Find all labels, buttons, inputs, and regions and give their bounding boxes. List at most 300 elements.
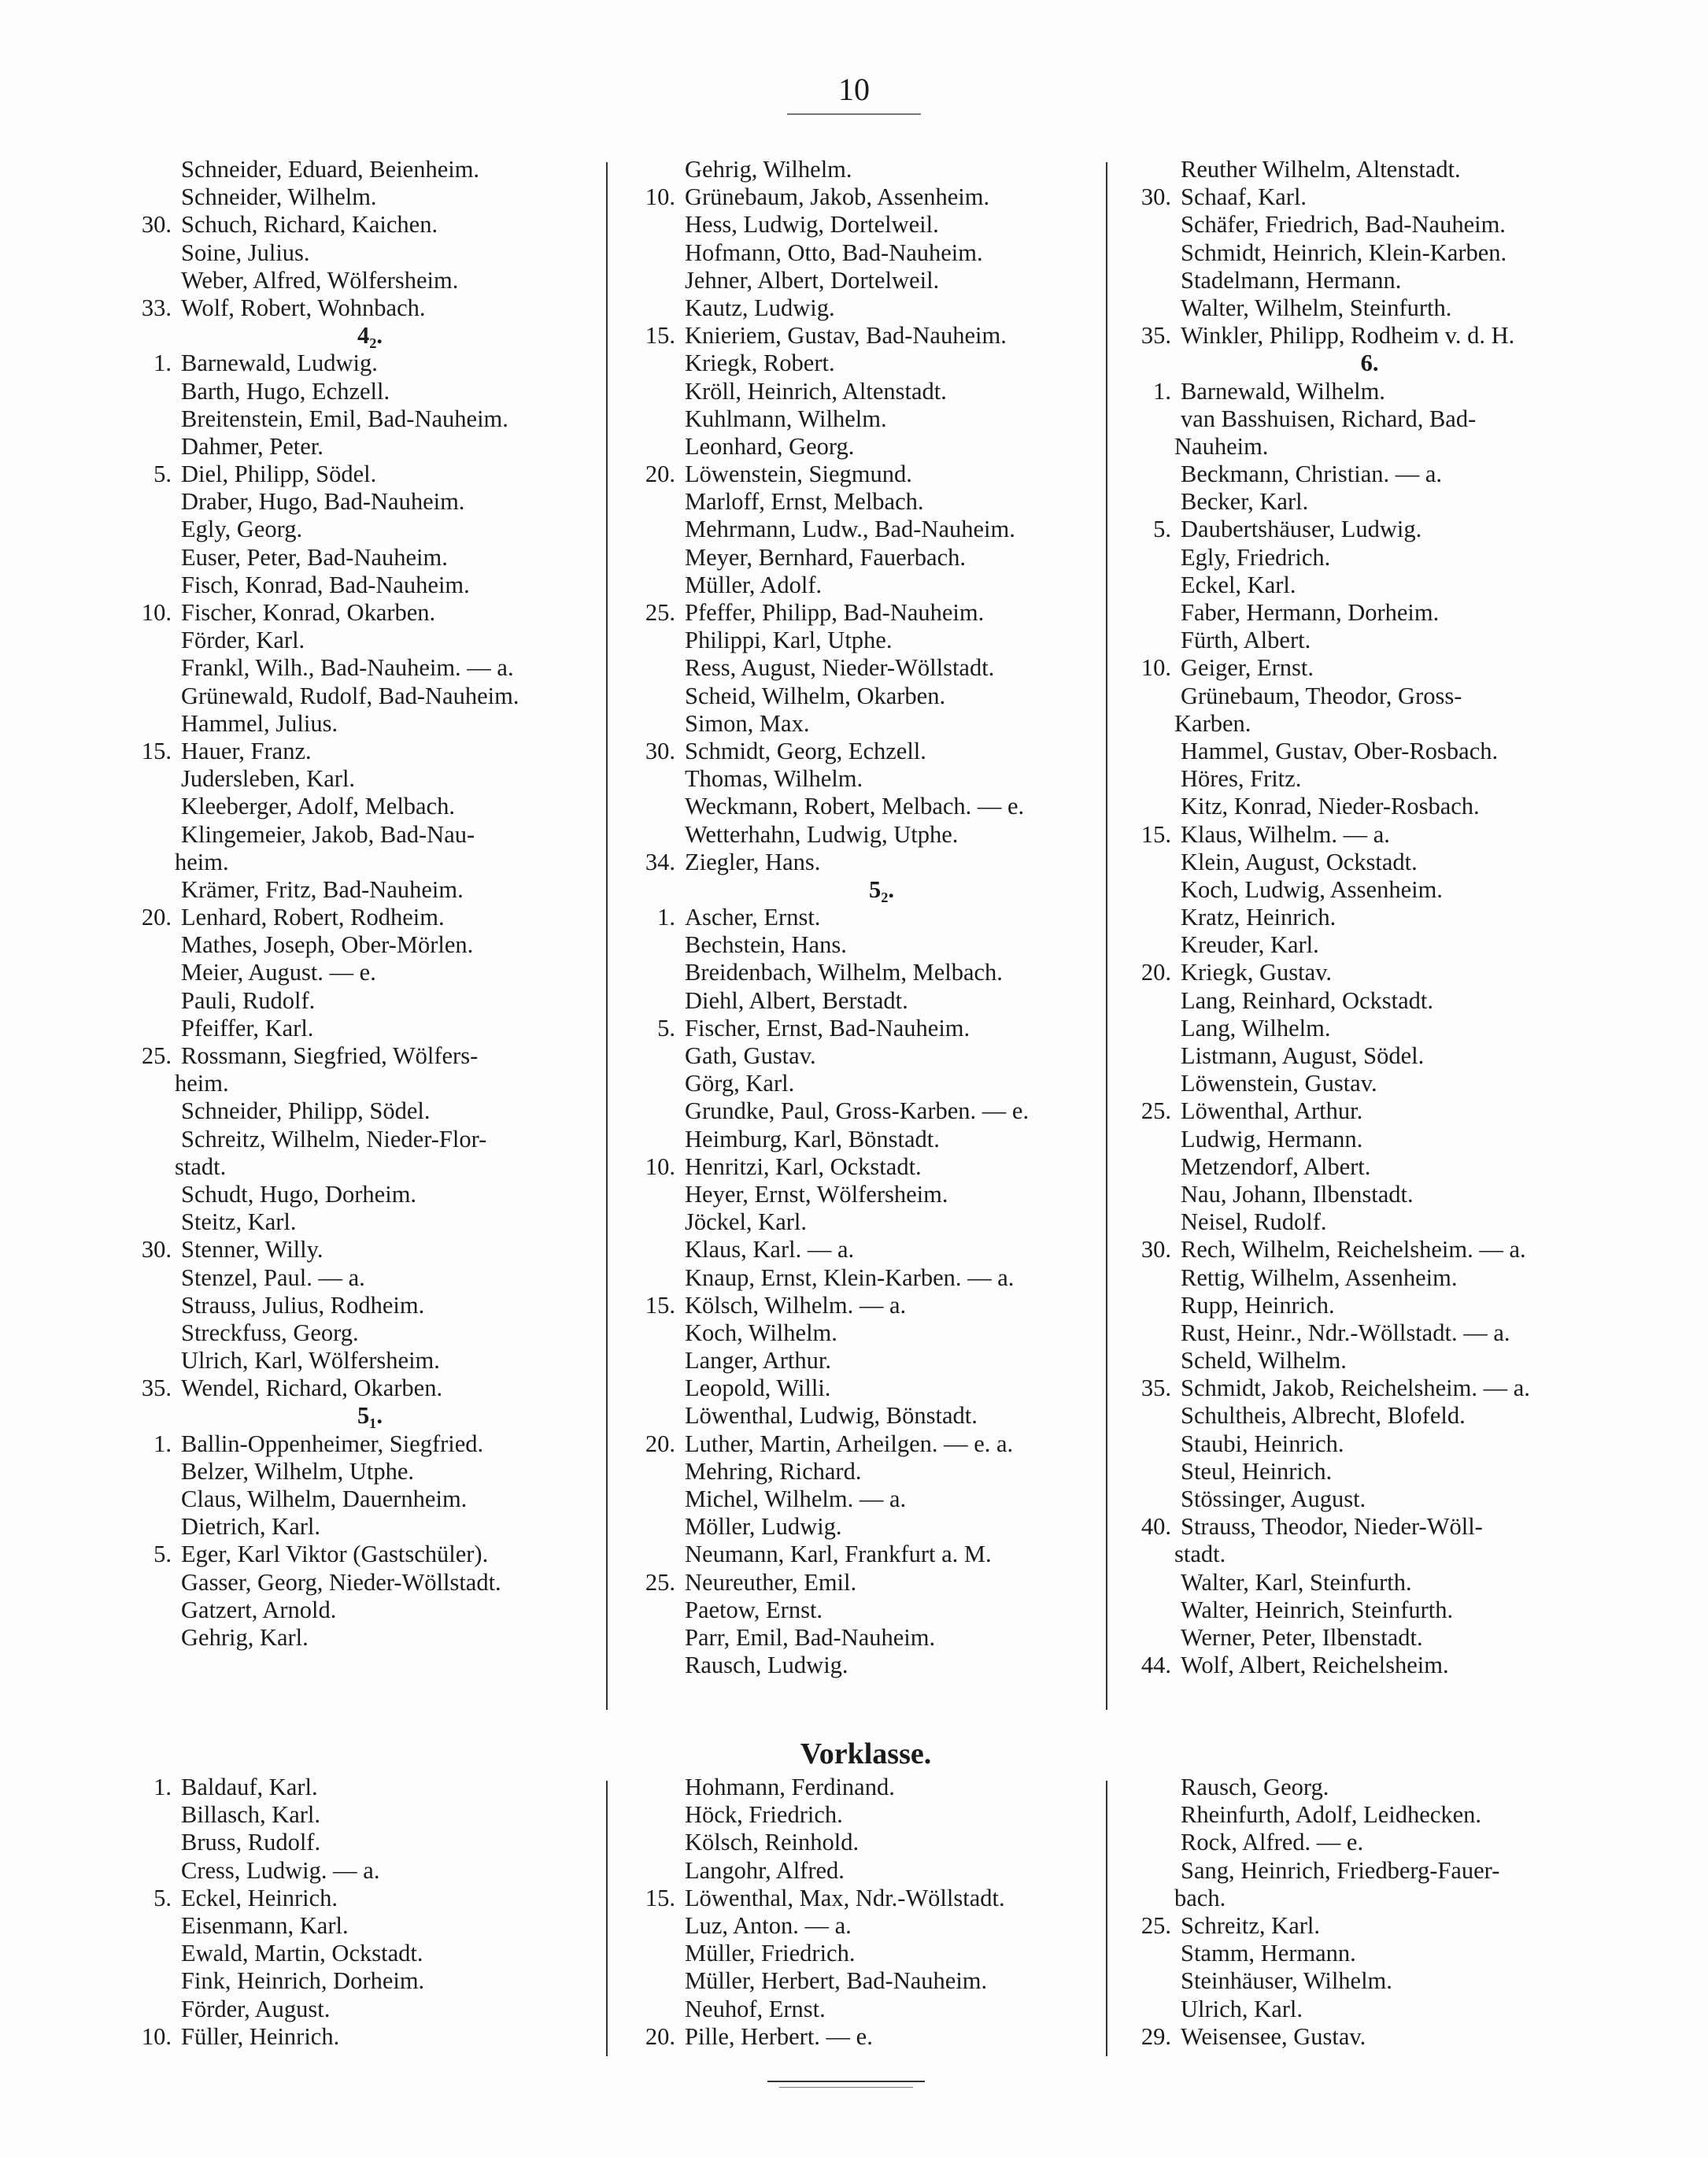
entry-text: stadt. [1174,1541,1226,1568]
entry-text: Pauli, Rudolf. [181,986,316,1014]
entry-number [622,1319,685,1347]
entry-text: Simon, Max. [685,709,810,737]
entry-number [1118,1319,1181,1347]
entry-number: 20. [645,461,675,488]
class-heading: 5₁. [357,1402,383,1430]
list-item [622,1912,1110,1940]
entry-text: Schmidt, Georg, Echzell. [685,737,926,764]
entry-text: Stadelmann, Hermann. [1181,266,1402,294]
list-item [1118,738,1590,765]
entry-number [1118,1126,1181,1153]
entry-number [118,1801,181,1829]
entry-number: 20. [1141,959,1171,986]
entry-text: Ballin-Oppenheimer, Siegfried. [181,1430,484,1457]
entry-number [118,1596,181,1624]
list-item [1118,1996,1590,2023]
entry-text: Klein, August, Ockstadt. [1181,848,1418,875]
list-item [622,1208,1110,1236]
entry-number: 30. [645,737,675,764]
list-item [118,1430,590,1458]
entry-text: Pfeffer, Philipp, Bad-Nauheim. [685,599,985,626]
entry-text: Parr, Emil, Bad-Nauheim. [685,1623,936,1651]
entry-number [622,1541,685,1568]
entry-number [1118,1774,1181,1801]
entry-number [1118,1801,1181,1829]
entry-text: Gehrig, Wilhelm. [685,156,852,183]
list-item [1118,1374,1590,1402]
entry-number: 25. [1141,1097,1171,1125]
entry-number [622,1912,685,1940]
entry-text: Jöckel, Karl. [685,1208,807,1236]
entry-number [622,267,685,294]
list-item [118,1801,590,1829]
list-item [1118,183,1590,211]
list-item [118,1774,590,1801]
entry-number [622,1940,685,1967]
entry-text: Philippi, Karl, Utphe. [685,627,893,654]
entry-number [118,1624,181,1652]
list-item [1118,1458,1590,1485]
entry-number: 1. [657,904,675,931]
entry-text: Fink, Heinrich, Dorheim. [181,1967,425,1995]
entry-text: Grünewald, Rudolf, Bad-Nauheim. [181,682,519,709]
class-heading: 6. [1360,350,1379,377]
entry-text: Gath, Gustav. [685,1042,816,1069]
entry-text: Becker, Karl. [1181,488,1309,516]
entry-text: Höck, Friedrich. [685,1801,843,1829]
entry-text: Klingemeier, Jakob, Bad-Nau- [181,820,475,848]
entry-number [1118,239,1181,267]
list-item [622,378,1110,405]
entry-number [1118,294,1181,322]
list-item [1118,1126,1590,1153]
list-item [118,959,590,986]
entry-number [1118,1829,1181,1856]
list-item [622,1652,1110,1679]
list-item [118,239,590,267]
list-item [622,959,1110,986]
list-item [622,1596,1110,1624]
entry-number [622,1829,685,1856]
list-item [118,683,590,710]
list-item [622,710,1110,738]
entry-text: Claus, Wilhelm, Dauernheim. [181,1485,468,1512]
entry-number [622,1347,685,1374]
list-item [118,1912,590,1940]
list-item [118,1996,590,2023]
entry-number [1118,211,1181,239]
entry-text: Wetterhahn, Ludwig, Utphe. [685,820,959,848]
entry-text: Grünebaum, Theodor, Gross- [1181,682,1462,709]
list-item-continuation [1118,710,1590,738]
list-item [622,350,1110,377]
entry-text: Schreitz, Karl. [1181,1911,1320,1939]
entry-number [622,433,685,461]
list-item [118,1264,590,1292]
entry-text: Barth, Hugo, Echzell. [181,377,390,405]
entry-text: Stenner, Willy. [181,1236,323,1263]
entry-text: Rech, Wilhelm, Reichelsheim. — a. [1181,1236,1526,1263]
entry-text: Diel, Philipp, Södel. [181,461,377,488]
entry-number [118,239,181,267]
entry-text: Hammel, Gustav, Ober-Rosbach. [1181,737,1499,764]
list-item [1118,627,1590,654]
entry-number [118,1181,181,1208]
entry-text: Möller, Ludwig. [685,1513,842,1541]
list-item [118,1967,590,1995]
entry-number [118,1996,181,2023]
list-item [1118,405,1590,433]
entry-number [1118,1458,1181,1485]
list-item [1118,931,1590,959]
list-item [118,1513,590,1541]
entry-text: Neisel, Rudolf. [1181,1208,1327,1236]
list-item [622,516,1110,543]
entry-number [1118,765,1181,793]
entry-number [1118,1070,1181,1097]
entry-number [622,987,685,1015]
page-number: 10 [838,72,870,107]
entry-number [1118,1264,1181,1292]
list-item [622,294,1110,322]
entry-number: 34. [645,848,675,875]
entry-number: 5. [657,1014,675,1042]
list-item [118,572,590,599]
entry-number [622,1264,685,1292]
entry-text: Stenzel, Paul. — a. [181,1263,365,1291]
entry-number [1118,599,1181,627]
entry-text: Krämer, Fritz, Bad-Nauheim. [181,875,464,903]
entry-number [622,211,685,239]
list-item [1118,1624,1590,1652]
entry-number [622,1652,685,1679]
entry-number: 15. [1141,820,1171,848]
entry-number: 35. [1141,322,1171,350]
list-item [118,1374,590,1402]
entry-number [622,1097,685,1125]
list-item [622,1541,1110,1568]
list-item [1118,267,1590,294]
entry-text: Walter, Wilhelm, Steinfurth. [1181,294,1452,321]
entry-number [118,1208,181,1236]
list-item [118,2023,590,2051]
entry-text: Meyer, Bernhard, Fauerbach. [685,543,967,571]
entry-number [118,1967,181,1995]
entry-text: Strauss, Theodor, Nieder-Wöll- [1181,1513,1483,1541]
entry-number: 30. [1141,183,1171,211]
list-item [1118,959,1590,986]
list-item [118,793,590,820]
class-heading: 5₂. [868,875,895,903]
list-item [118,599,590,627]
entry-text: Stössinger, August. [1181,1485,1366,1512]
entry-number [622,572,685,599]
entry-text: Paetow, Ernst. [685,1596,823,1623]
entry-text: Hammel, Julius. [181,709,338,737]
entry-text: Breidenbach, Wilhelm, Melbach. [685,959,1003,986]
list-item [118,1940,590,1967]
list-item [622,904,1110,931]
entry-text: Löwenthal, Ludwig, Bönstadt. [685,1402,978,1430]
entry-number [622,1126,685,1153]
entry-text: Ewald, Martin, Ockstadt. [181,1940,423,1967]
entry-text: heim. [175,848,229,875]
entry-text: Leonhard, Georg. [685,432,855,460]
entry-text: Mehring, Richard. [685,1457,862,1485]
vorklasse-divider-right [1106,1781,1107,2056]
entry-text: Müller, Herbert, Bad-Nauheim. [685,1967,988,1995]
entry-number [622,793,685,820]
list-item [1118,1015,1590,1042]
list-item [118,987,590,1015]
entry-text: Rettig, Wilhelm, Assenheim. [1181,1263,1458,1291]
entry-number: 1. [153,1774,172,1800]
entry-number [1118,1569,1181,1596]
entry-text: Billasch, Karl. [181,1801,321,1829]
entry-text: van Basshuisen, Richard, Bad- [1181,405,1477,432]
list-item [622,1097,1110,1125]
list-item [622,1569,1110,1596]
list-item [118,350,590,377]
entry-number [118,627,181,654]
entry-number [622,156,685,183]
list-item [1118,1801,1590,1829]
entry-text: Koch, Wilhelm. [685,1319,837,1346]
entry-text: stadt. [175,1152,227,1180]
entry-text: Schultheis, Albrecht, Blofeld. [1181,1402,1466,1430]
entry-text: Grünebaum, Jakob, Assenheim. [685,183,990,211]
entry-text: Staubi, Heinrich. [1181,1430,1344,1457]
list-item [622,1885,1110,1912]
list-item [1118,683,1590,710]
entry-number: 10. [645,183,675,211]
list-item [622,1319,1110,1347]
entry-number: 15. [645,1884,675,1911]
entry-text: Kriegk, Gustav. [1181,959,1332,986]
entry-text: Faber, Hermann, Dorheim. [1181,599,1440,626]
entry-text: Schudt, Hugo, Dorheim. [181,1180,417,1208]
entry-text: Mathes, Joseph, Ober-Mörlen. [181,931,474,959]
entry-number [1118,683,1181,710]
entry-number [622,1181,685,1208]
entry-number [1118,1596,1181,1624]
list-item [1118,1652,1590,1679]
entry-number [1118,1347,1181,1374]
list-item [622,1624,1110,1652]
entry-number [622,544,685,572]
entry-number [118,1829,181,1856]
list-item [1118,904,1590,931]
entry-text: Cress, Ludwig. — a. [181,1856,380,1884]
list-item [622,654,1110,682]
entry-text: Löwenstein, Gustav. [1181,1070,1377,1097]
entry-text: Eger, Karl Viktor (Gastschüler). [181,1541,489,1568]
list-item [1118,1264,1590,1292]
entry-number [622,1967,685,1995]
list-item [622,267,1110,294]
entry-number [1118,1967,1181,1995]
entry-number [118,544,181,572]
entry-text: Kröll, Heinrich, Altenstadt. [685,377,947,405]
list-item [118,821,590,849]
entry-number [622,1624,685,1652]
list-item-continuation [118,849,590,876]
entry-number: 10. [1141,654,1171,682]
entry-number: 33. [141,294,172,321]
list-item [118,544,590,572]
list-item [118,876,590,904]
entry-number [1118,849,1181,876]
closing-rule [767,2081,925,2082]
list-item [1118,1153,1590,1181]
list-item [1118,544,1590,572]
entry-number: 5. [1153,516,1171,543]
entry-number [622,1857,685,1885]
list-item [118,433,590,461]
entry-number: 1. [153,1430,172,1457]
list-item [1118,156,1590,183]
column-divider-left [606,162,608,1710]
entry-text: Frankl, Wilh., Bad-Nauheim. — a. [181,654,514,682]
list-item [1118,1940,1590,1967]
list-item [118,378,590,405]
entry-text: Henritzi, Karl, Ockstadt. [685,1152,922,1180]
list-item-continuation [118,1153,590,1181]
list-item [622,849,1110,876]
list-item [622,2023,1110,2051]
entry-text: Steinhäuser, Wilhelm. [1181,1967,1392,1995]
entry-number: 1. [1153,377,1171,405]
entry-text: Karben. [1174,709,1251,737]
list-item [118,156,590,183]
entry-text: Egly, Friedrich. [1181,543,1331,571]
list-item [118,1541,590,1568]
list-item [118,1236,590,1263]
entry-number [1118,1208,1181,1236]
list-item [1118,821,1590,849]
entry-number [1118,931,1181,959]
list-item [622,211,1110,239]
vorklasse-heading: Vorklasse. [800,1737,932,1770]
list-item [1118,1402,1590,1430]
entry-text: Steul, Heinrich. [1181,1457,1333,1485]
entry-text: Rheinfurth, Adolf, Leidhecken. [1181,1801,1481,1829]
entry-number [118,765,181,793]
entry-text: Förder, August. [181,1995,331,2022]
entry-text: Lang, Reinhard, Ockstadt. [1181,986,1434,1014]
entry-number [622,1374,685,1402]
entry-text: Heyer, Ernst, Wölfersheim. [685,1180,948,1208]
entry-text: Koch, Ludwig, Assenheim. [1181,875,1443,903]
entry-text: Judersleben, Karl. [181,765,356,793]
entry-number [622,821,685,849]
entry-number [622,239,685,267]
entry-text: Rausch, Ludwig. [685,1652,848,1679]
entry-text: Ziegler, Hans. [685,848,821,875]
entry-number [118,1264,181,1292]
list-item [622,1774,1110,1801]
list-item [1118,1292,1590,1319]
entry-text: Gasser, Georg, Nieder-Wöllstadt. [181,1568,501,1596]
list-item [1118,488,1590,516]
entry-text: Knieriem, Gustav, Bad-Nauheim. [685,322,1007,350]
list-item [1118,599,1590,627]
entry-text: Rock, Alfred. — e. [1181,1829,1364,1856]
list-item [118,1857,590,1885]
list-item [622,599,1110,627]
entry-number: 25. [1141,1911,1171,1939]
list-item [118,1126,590,1153]
entry-number [1118,156,1181,183]
entry-number: 20. [645,2022,675,2050]
entry-text: Nau, Johann, Ilbenstadt. [1181,1180,1414,1208]
list-item [118,1485,590,1513]
list-item [622,1458,1110,1485]
entry-text: Weisensee, Gustav. [1181,2022,1366,2050]
entry-text: Ascher, Ernst. [685,904,821,931]
entry-text: Scheid, Wilhelm, Okarben. [685,682,946,709]
entry-number [1118,267,1181,294]
entry-text: Ludwig, Hermann. [1181,1125,1363,1152]
list-item [622,1347,1110,1374]
list-item [1118,2023,1590,2051]
entry-text: Streckfuss, Georg. [181,1319,359,1346]
entry-text: Kuhlmann, Wilhelm. [685,405,887,432]
entry-number [1118,488,1181,516]
entry-number [622,1996,685,2023]
entry-text: Wolf, Albert, Reichelsheim. [1181,1652,1449,1679]
list-item [622,765,1110,793]
entry-number [1118,461,1181,488]
entry-number [1118,1015,1181,1042]
entry-text: Meier, August. — e. [181,959,376,986]
list-item [622,461,1110,488]
entry-number [622,294,685,322]
list-item [622,627,1110,654]
list-item [622,683,1110,710]
vorklasse-column-left [118,1774,590,2051]
list-item [622,1153,1110,1181]
entry-number [118,1857,181,1885]
entry-number [118,433,181,461]
entry-text: Breitenstein, Emil, Bad-Nauheim. [181,405,508,432]
list-item [118,516,590,543]
entry-text: Löwenstein, Siegmund. [685,461,912,488]
entry-number [622,654,685,682]
entry-text: Walter, Heinrich, Steinfurth. [1181,1596,1454,1623]
entry-text: Reuther Wilhelm, Altenstadt. [1181,156,1461,183]
list-item [622,1402,1110,1430]
entry-number: 25. [141,1042,172,1069]
entry-text: Ulrich, Karl, Wölfersheim. [181,1347,440,1374]
entry-text: Luther, Martin, Arheilgen. — e. a. [685,1430,1014,1457]
entry-text: Gehrig, Karl. [181,1623,309,1651]
entry-text: Egly, Georg. [181,516,303,543]
list-item-continuation [118,1070,590,1097]
entry-number [118,683,181,710]
list-item [622,1126,1110,1153]
entry-text: Kölsch, Wilhelm. — a. [685,1291,907,1319]
entry-text: Soine, Julius. [181,239,310,266]
entry-text: Pille, Herbert. — e. [685,2022,873,2050]
entry-number [118,572,181,599]
entry-text: Langer, Arthur. [685,1347,831,1374]
entry-text: Schreitz, Wilhelm, Nieder-Flor- [181,1125,487,1152]
entry-text: Geiger, Ernst. [1181,654,1314,682]
entry-text: Pfeiffer, Karl. [181,1014,314,1042]
entry-text: Draber, Hugo, Bad-Nauheim. [181,488,465,516]
entry-text: Grundke, Paul, Gross-Karben. — e. [685,1097,1030,1125]
